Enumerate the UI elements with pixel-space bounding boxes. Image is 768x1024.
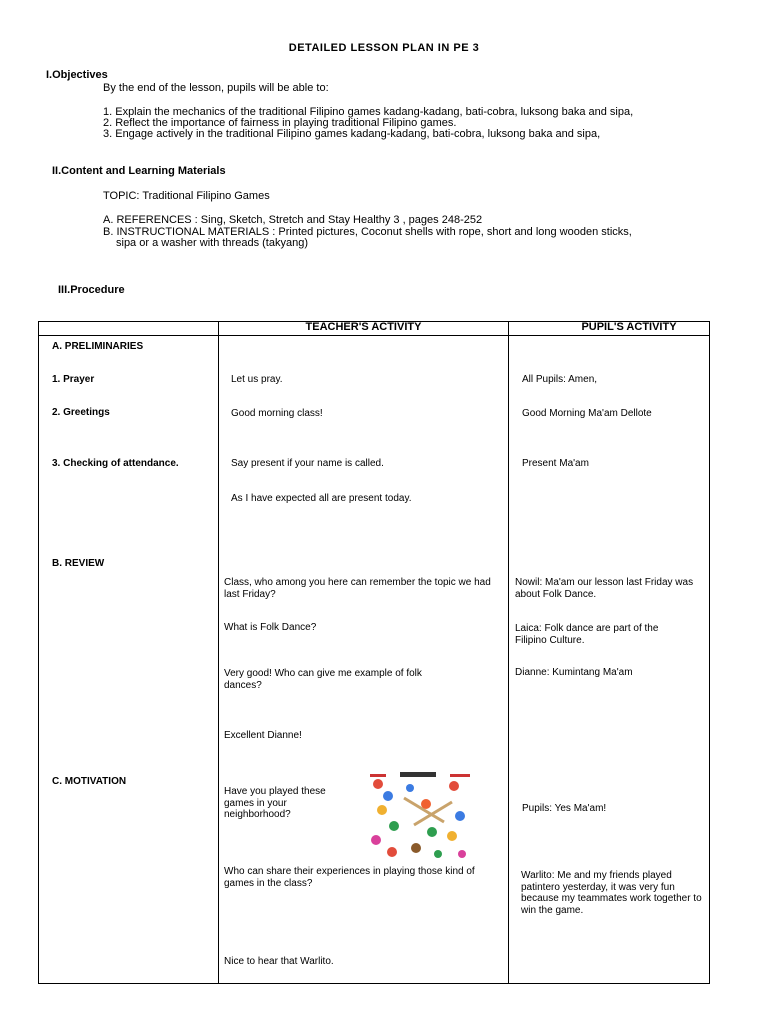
teacher-review-4: Excellent Dianne!: [224, 730, 302, 741]
teacher-motivation-1: Have you played these games in your neighborhood?: [224, 786, 326, 820]
pupil-attendance: Present Ma'am: [522, 458, 589, 469]
teacher-review-3: Very good! Who can give me example of folk dances?: [224, 668, 422, 691]
pupil-greetings: Good Morning Ma'am Dellote: [522, 408, 652, 419]
pupil-prayer: All Pupils: Amen,: [522, 374, 598, 385]
references-line: A. REFERENCES : Sing, Sketch, Stretch and Stay Healthy 3 , pages 248-252: [103, 214, 483, 226]
teacher-motivation-3: Nice to hear that Warlito.: [224, 956, 334, 967]
content-heading: II.Content and Learning Materials: [52, 165, 226, 177]
pupil-review-1: Nowil: Ma'am our lesson last Friday was about Folk Dance.: [515, 577, 694, 600]
section-prayer: 1. Prayer: [52, 374, 95, 385]
objective-item-3: 3. Engage actively in the traditional Filipino games kadang-kadang, bati-cobra, luksong baka and sipa,: [103, 128, 601, 140]
teacher-attendance: Say present if your name is called.: [231, 458, 384, 469]
pupil-review-3: Dianne: Kumintang Ma'am: [515, 667, 633, 678]
teacher-attendance-2: As I have expected all are present today.: [231, 493, 412, 504]
pupil-motivation-2: Warlito: Me and my friends played patintero yesterday, it was very fun because my teammates work together to win the game.: [521, 870, 702, 916]
section-greetings: 2. Greetings: [52, 407, 110, 418]
materials-line-1: B. INSTRUCTIONAL MATERIALS : Printed pictures, Coconut shells with rope, short and long wooden sticks,: [103, 226, 632, 238]
pupil-review-2: Laica: Folk dance are part of the Filipino Culture.: [515, 623, 659, 646]
section-attendance: 3. Checking of attendance.: [52, 458, 179, 469]
teacher-review-2: What is Folk Dance?: [224, 622, 317, 633]
section-motivation: C. MOTIVATION: [52, 776, 127, 787]
topic-line: TOPIC: Traditional Filipino Games: [103, 190, 270, 202]
teacher-activity-header: TEACHER'S ACTIVITY: [305, 321, 422, 333]
objective-item-2: 2. Reflect the importance of fairness in playing traditional Filipino games.: [103, 117, 457, 129]
section-preliminaries: A. PRELIMINARIES: [52, 341, 144, 352]
pupil-activity-header: PUPIL'S ACTIVITY: [581, 321, 677, 333]
pupil-motivation-1: Pupils: Yes Ma'am!: [522, 803, 607, 814]
traditional-games-illustration: [366, 770, 474, 865]
objectives-heading: I.Objectives: [46, 69, 108, 81]
teacher-review-1: Class, who among you here can remember the topic we had last Friday?: [224, 577, 491, 600]
materials-line-2: sipa or a washer with threads (takyang): [116, 237, 308, 249]
objectives-intro: By the end of the lesson, pupils will be able to:: [103, 82, 329, 94]
teacher-motivation-2: Who can share their experiences in playing those kind of games in the class?: [224, 866, 475, 889]
document-title: DETAILED LESSON PLAN IN PE 3: [288, 42, 480, 54]
section-review: B. REVIEW: [52, 558, 105, 569]
objective-item-1: 1. Explain the mechanics of the traditional Filipino games kadang-kadang, bati-cobra, luksong baka and sipa,: [103, 106, 634, 118]
teacher-prayer: Let us pray.: [231, 374, 283, 385]
teacher-greetings: Good morning class!: [231, 408, 323, 419]
procedure-heading: III.Procedure: [58, 284, 125, 296]
